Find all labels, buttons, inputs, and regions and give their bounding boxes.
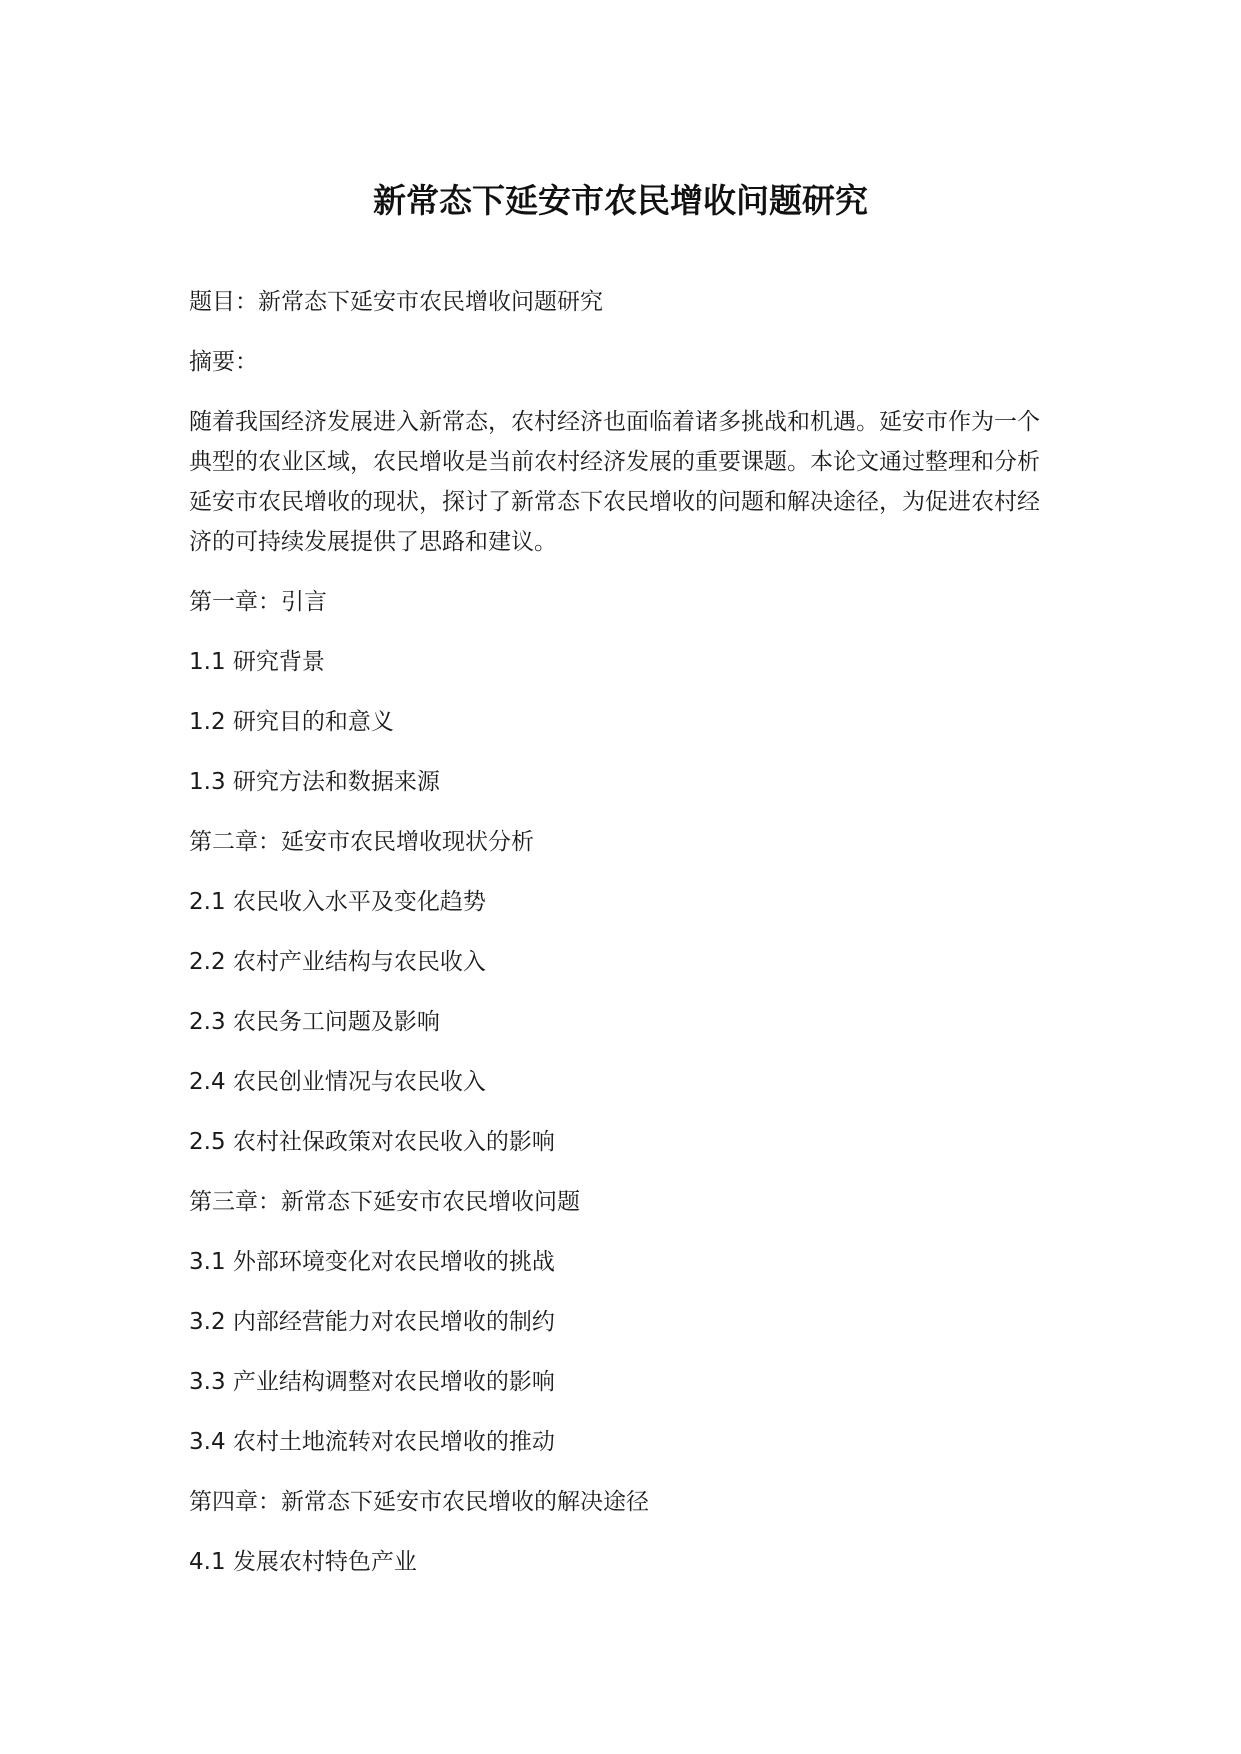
abstract-line: 典型的农业区域，农民增收是当前农村经济发展的重要课题。本论文通过整理和分析 <box>189 449 1040 475</box>
section-item: 1.1 研究背景 <box>189 649 325 675</box>
section-item: 4.1 发展农村特色产业 <box>189 1549 417 1575</box>
document-title: 新常态下延安市农民增收问题研究 <box>373 181 868 220</box>
abstract-heading: 摘要： <box>189 349 258 375</box>
chapter-heading: 第四章：新常态下延安市农民增收的解决途径 <box>189 1489 649 1515</box>
abstract-line: 延安市农民增收的现状，探讨了新常态下农民增收的问题和解决途径，为促进农村经 <box>189 489 1040 515</box>
section-item: 3.4 农村土地流转对农民增收的推动 <box>189 1429 555 1455</box>
abstract-line: 济的可持续发展提供了思路和建议。 <box>189 529 557 555</box>
section-item: 2.5 农村社保政策对农民收入的影响 <box>189 1129 555 1155</box>
chapter-heading: 第一章：引言 <box>189 589 327 615</box>
section-item: 3.1 外部环境变化对农民增收的挑战 <box>189 1249 555 1275</box>
section-item: 2.3 农民务工问题及影响 <box>189 1009 440 1035</box>
section-item: 1.3 研究方法和数据来源 <box>189 769 440 795</box>
section-item: 2.4 农民创业情况与农民收入 <box>189 1069 486 1095</box>
document-body <box>189 282 1049 1602</box>
abstract-paragraph <box>189 402 1049 562</box>
chapter-heading: 第二章：延安市农民增收现状分析 <box>189 829 534 855</box>
subject-line: 题目：新常态下延安市农民增收问题研究 <box>189 289 603 315</box>
section-item: 2.1 农民收入水平及变化趋势 <box>189 889 486 915</box>
section-item: 2.2 农村产业结构与农民收入 <box>189 949 486 975</box>
chapter-heading: 第三章：新常态下延安市农民增收问题 <box>189 1189 580 1215</box>
section-item: 1.2 研究目的和意义 <box>189 709 394 735</box>
section-item: 3.3 产业结构调整对农民增收的影响 <box>189 1369 555 1395</box>
section-item: 3.2 内部经营能力对农民增收的制约 <box>189 1309 555 1335</box>
abstract-line: 随着我国经济发展进入新常态，农村经济也面临着诸多挑战和机遇。延安市作为一个 <box>189 409 1040 435</box>
